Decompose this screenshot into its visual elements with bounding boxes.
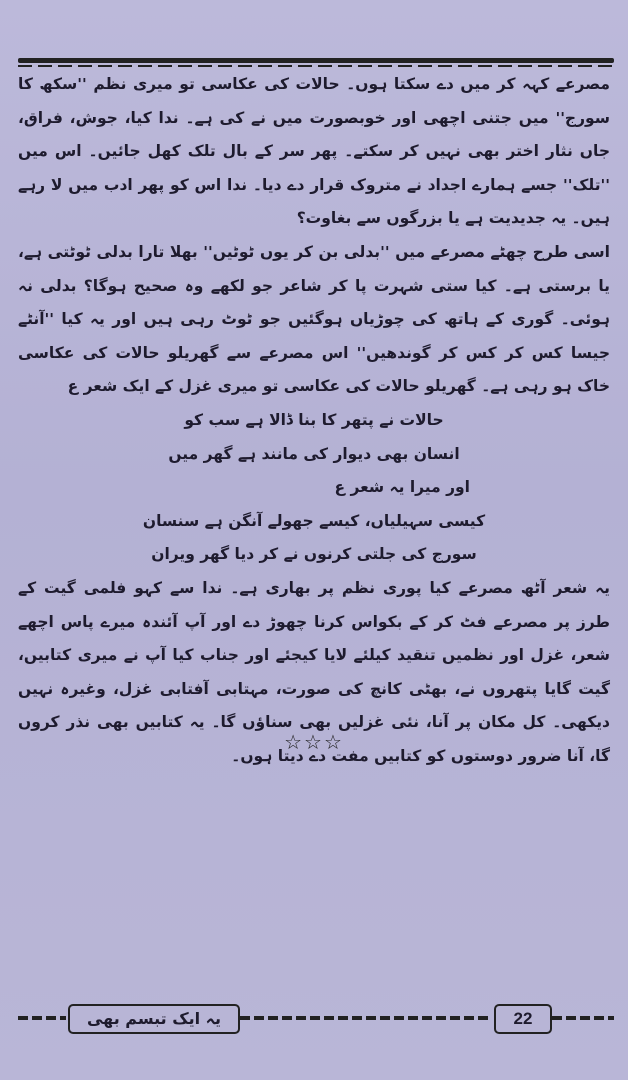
closing-paragraph: یہ شعر آٹھ مصرعے کیا پوری نظم پر بھاری ہے۔ ندا سے کہو فلمی گیت کے طرز پر مصرعے فٹ کر کے بکواس کرنا چھوڑ دے اور آپ آئندہ میرے پاس اچھے شعر، غزل اور نظمیں تنقید کیلئے لایا کیجئے اور جناب کیا آپ نے میری کتابیں، گیت گایا پتھروں نے، بھٹی کانچ کی صورت، مہتابی آفتابی غزل، وغیرہ نہیں دیکھی۔ کل مکان پر آنا، نئی غزلیں بھی سناؤں گا۔ یہ کتابیں بھی نذر کروں گا، آنا ضرور دوستوں کو کتابیں مفت دے دیتا ہوں۔ xyxy=(18,578,610,765)
paragraph-1: مصرعے کہہ کر میں دے سکتا ہوں۔ حالات کی عکاسی تو میری نظم ''سکھ کا سورج'' میں جتنی اچھی اور خوبصورت میں نے کی ہے۔ ندا کیا، جوش، فراق، جاں نثار اختر بھی نہیں کر سکتے۔ پھر سر کے بال تلک کھل جائیں۔ اس میں ''تلک'' جسے ہمارے اجداد نے متروک قرار دے دیا۔ ندا اس کو پھر ادب میں لا رہے ہیں۔ یہ جدیدیت ہے یا بزرگوں سے بغاوت؟ xyxy=(18,75,610,228)
footer-dashed-line-middle xyxy=(240,1016,490,1020)
sher-intro: اور میرا یہ شعر ع xyxy=(334,478,470,497)
couplet-2-line-1: کیسی سہیلیاں، کیسے جھولے آنگن ہے سنسان xyxy=(142,511,486,530)
top-dashed-line xyxy=(18,65,614,67)
footer-book-title: یہ ایک تبسم بھی xyxy=(68,1004,240,1034)
footer-dashed-line-right xyxy=(552,1016,614,1020)
couplet-1-line-2: انسان بھی دیوار کی مانند ہے گھر میں xyxy=(168,444,460,463)
couplet-2-line-2: سورج کی جلتی کرنوں نے کر دیا گھر ویران xyxy=(151,545,477,564)
top-thick-line xyxy=(18,58,614,63)
page-body xyxy=(18,68,610,773)
page-footer xyxy=(18,1004,614,1032)
section-stars: ☆☆☆ xyxy=(284,730,344,754)
couplet-1 xyxy=(18,404,610,471)
page-number: 22 xyxy=(494,1004,552,1034)
couplet-2 xyxy=(18,505,610,572)
paragraph-2: اسی طرح چھٹے مصرعے میں ''بدلی بن کر یوں ٹوٹیں'' بھلا تارا بدلی ٹوٹتی ہے، یا برستی ہے۔ کیا ستی شہرت پا کر شاعر جو لکھے وہ صحیح ہوگا؟ بدلی نہ ہوئی۔ گوری کے ہاتھ کی چوڑیاں ہوگئیں جو ٹوٹ رہی ہیں اور یہ کیا ''آنٹے جیسا کس کر کس کر گوندھیں'' اس مصرعے سے گھریلو حالات کی عکاسی خاک ہو رہی ہے۔ گھریلو حالات کی عکاسی تو میری غزل کے ایک شعر ع xyxy=(18,242,610,396)
couplet-1-line-1: حالات نے پتھر کا بنا ڈالا ہے سب کو xyxy=(184,410,444,429)
footer-dashed-line-left xyxy=(18,1016,66,1020)
